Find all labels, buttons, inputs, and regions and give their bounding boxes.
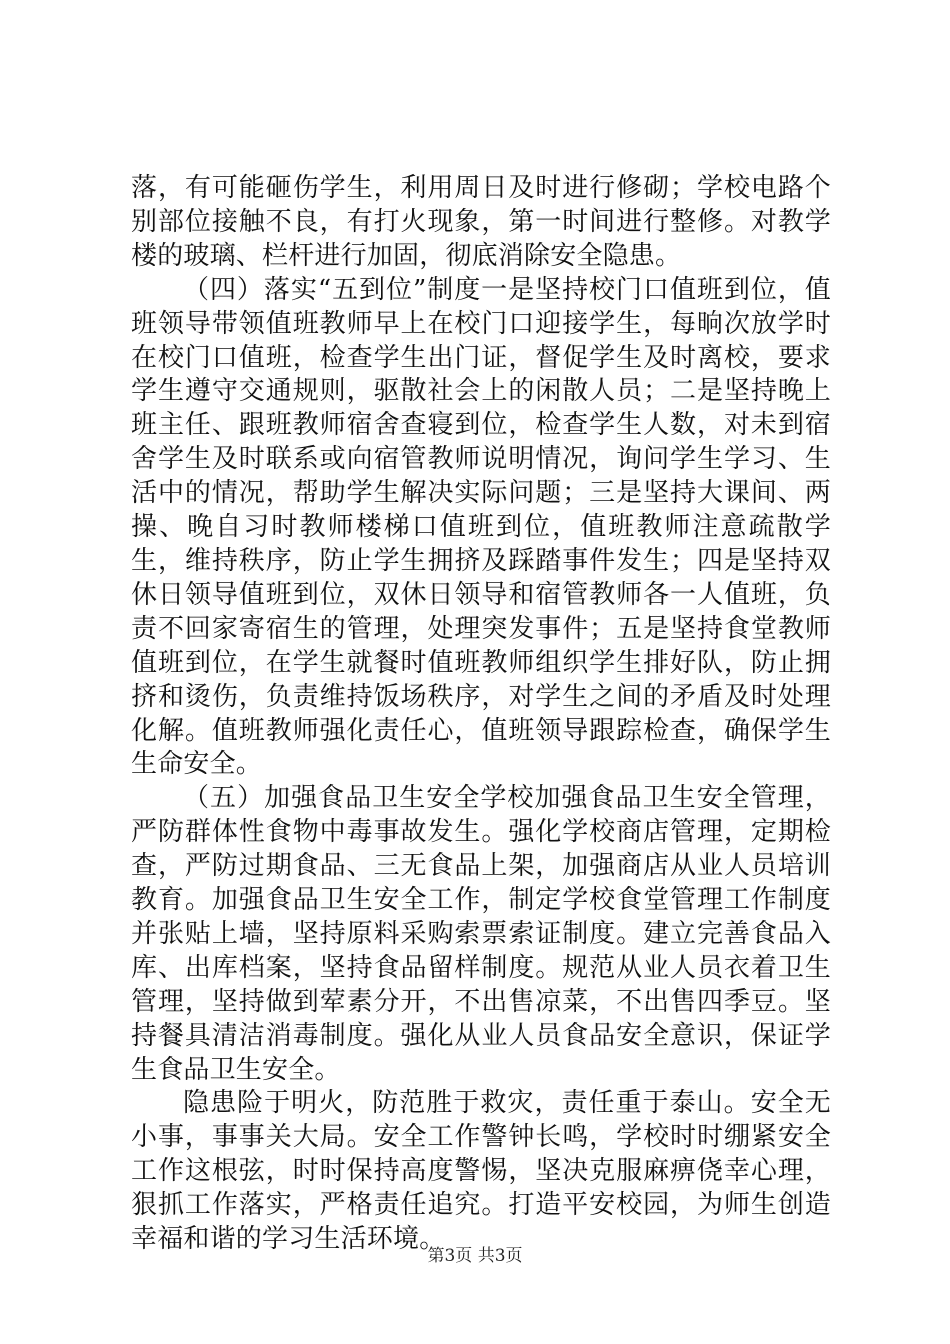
page-footer <box>0 1245 950 1267</box>
paragraph-section-four: （四）落实“五到位”制度一是坚持校门口值班到位，值班领导带领值班教师早上在校门口迎接学生，每晌次放学时在校门口值班，检查学生出门证，督促学生及时离校，要求学生遵守交通规则，驱散社会上的闲散人员；二是坚持晚上班主任、跟班教师宿舍查寝到位，检查学生人数，对未到宿舍学生及时联系或向宿管教师说明情况，询问学生学习、生活中的情况，帮助学生解决实际问题；三是坚持大课间、两操、晚自习时教师楼梯口值班到位，值班教师注意疏散学生，维持秩序，防止学生拥挤及踩踏事件发生；四是坚持双休日领导值班到位，双休日领导和宿管教师各一人值班，负责不回家寄宿生的管理，处理突发事件；五是坚持食堂教师值班到位，在学生就餐时值班教师组织学生排好队，防止拥挤和烫伤，负责维持饭场秩序，对学生之间的矛盾及时处理化解。值班教师强化责任心，值班领导跟踪检查，确保学生生命安全。 <box>131 274 831 780</box>
document-body <box>131 172 831 1257</box>
paragraph-section-five: （五）加强食品卫生安全学校加强食品卫生安全管理，严防群体性食物中毒事故发生。强化学校商店管理，定期检查，严防过期食品、三无食品上架，加强商店从业人员培训教育。加强食品卫生安全工作，制定学校食堂管理工作制度并张贴上墙，坚持原料采购索票索证制度。建立完善食品入库、出库档案，坚持食品留样制度。规范从业人员衣着卫生管理，坚持做到荤素分开，不出售凉菜，不出售四季豆。坚持餐具清洁消毒制度。强化从业人员食品安全意识，保证学生食品卫生安全。 <box>131 783 831 1085</box>
page-number-label: 第3页 共3页 <box>427 1246 523 1266</box>
paragraph-continuation: 落，有可能砸伤学生，利用周日及时进行修砌；学校电路个别部位接触不良，有打火现象，第一时间进行整修。对教学楼的玻璃、栏杆进行加固，彻底消除安全隐患。 <box>131 173 831 271</box>
paragraph-conclusion: 隐患险于明火，防范胜于救灾，责任重于泰山。安全无小事，事事关大局。安全工作警钟长鸣，学校时时绷紧安全工作这根弦，时时保持高度警惕，坚决克服麻痹侥幸心理，狠抓工作落实，严格责任追究。打造平安校园，为师生创造幸福和谐的学习生活环境。 <box>131 1088 831 1255</box>
